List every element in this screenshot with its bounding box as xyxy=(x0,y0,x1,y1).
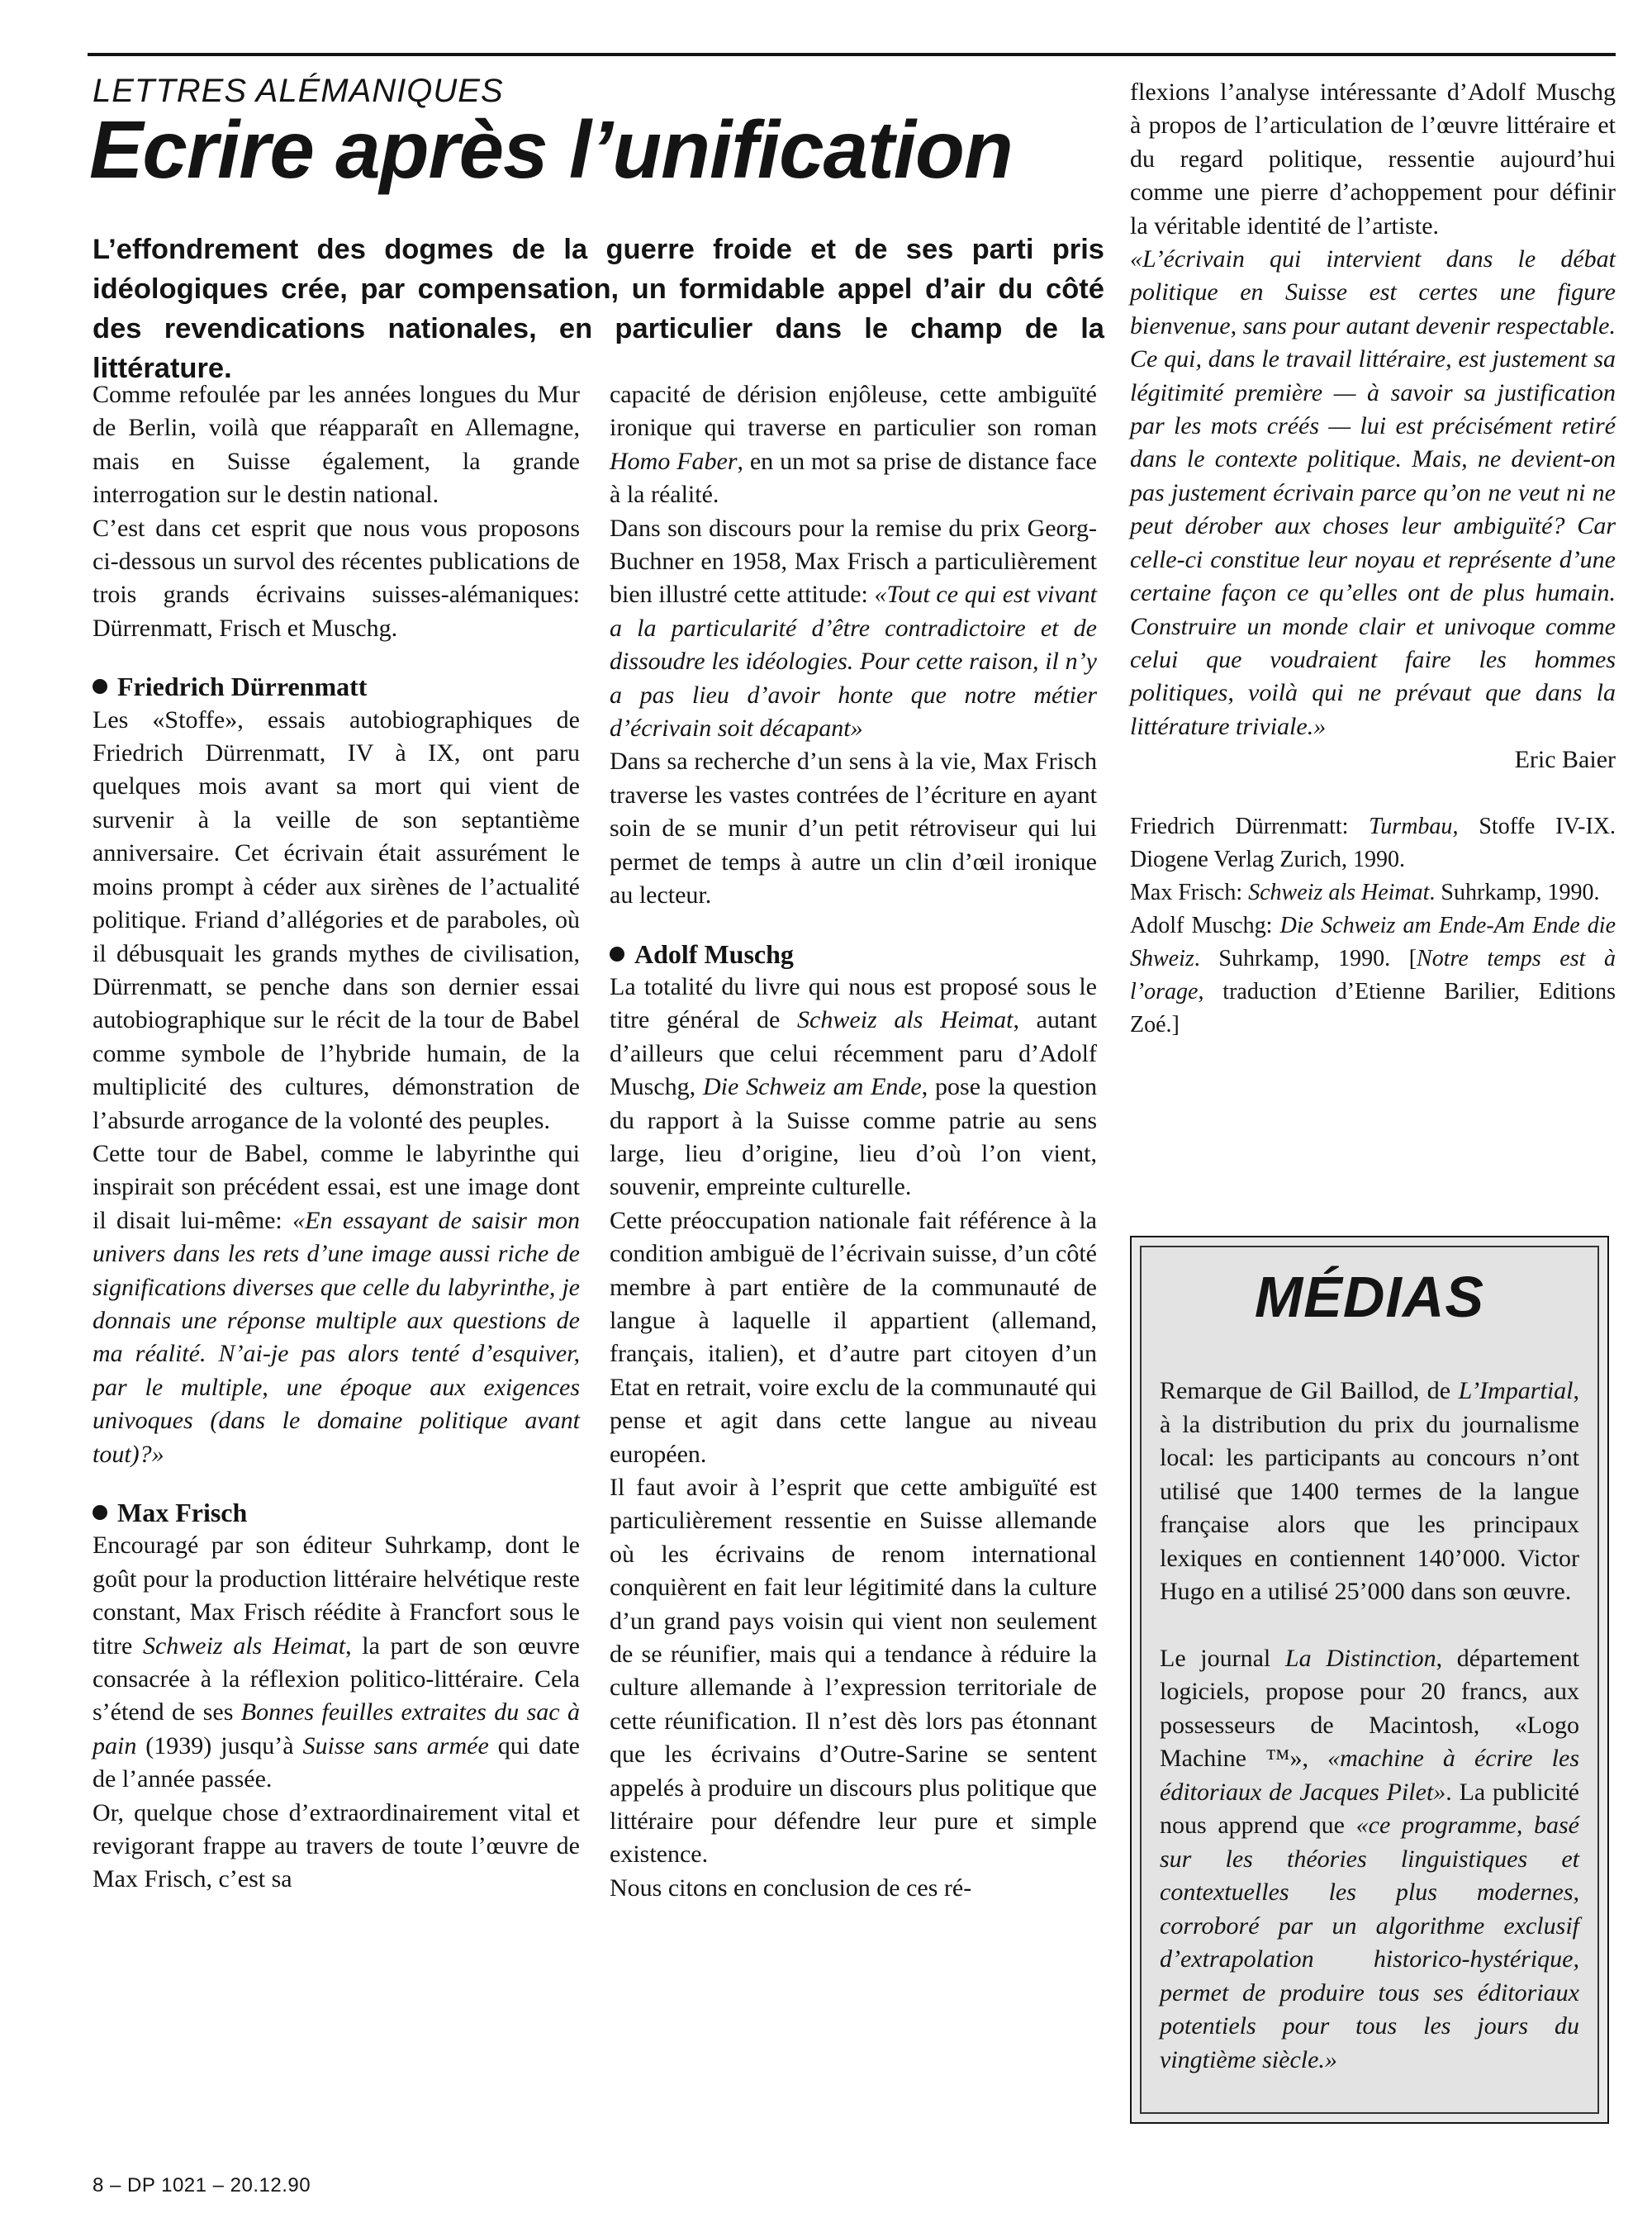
quote: «En essayant de saisir mon univers dans les rets d’une image aussi riche de significations diverses que celle du labyrinthe, je donnais une réponse multiple aux questions de ma réalité. N’ai-je pas alors tenté d’esquiver, par le multiple, une époque aux exigences univoques (dans le domaine politique avant tout)?» xyxy=(93,1206,580,1468)
bullet-icon xyxy=(93,1505,107,1520)
paragraph xyxy=(1160,1375,1579,1609)
article-lead: L’effondrement des dogmes de la guerre froide et de ses parti pris idéologiques crée, par compensation, un formidable appel d’air du côté des revendications nationales, en particulier dans le champ de la littérature. xyxy=(93,234,1104,384)
paragraph xyxy=(610,378,1097,512)
references xyxy=(1130,810,1616,1042)
book-title: Notre temps est à l’orage xyxy=(1130,945,1616,1004)
reference-item xyxy=(1130,909,1616,1042)
subhead-label: Adolf Muschg xyxy=(634,938,794,969)
page-folio: 8 – DP 1021 – 20.12.90 xyxy=(93,2174,311,2196)
quote: «Tout ce qui est vivant a la particularité d’être contradictoire et de dissoudre les idéologies. Pour cette raison, il n’y a pas lieu d’avoir honte que notre métier d’écrivain soit décapant» xyxy=(610,581,1097,743)
quote: «ce programme, basé sur les théories linguistiques et contextuelles les plus modernes, corroboré par un algorithme exclusif d’extrapolation historico-hystérique, permet de produire tous ses éditoriaux potentiels pour tous les jours du vingtième siècle.» xyxy=(1160,1812,1579,2073)
section-kicker: LETTRES ALÉMANIQUES xyxy=(93,73,504,109)
publication-title: L’Impartial xyxy=(1458,1377,1574,1404)
paragraph: Or, quelque chose d’extraordinairement vital et revigorant frappe au travers de toute l’œuvre de Max Frisch, c’est sa xyxy=(93,1798,580,1893)
bullet-icon xyxy=(610,947,624,962)
paragraph: Les «Stoffe», essais autobiographiques de Friedrich Dürrenmatt, IV à IX, ont paru quelques mois avant sa mort qui vient de survenir à la veille de son septantième anniversaire. Cet écrivain était assurément le moins prompt à céder aux sirènes de l’actualité politique. Friand d’allégories et de paraboles, où il débusquait les grands mythes de civilisation, Dürrenmatt, se penche dans son dernier essai autobiographique sur le récit de la tour de Babel comme symbole de l’hybride humain, de la multiplicité des cultures, démonstration de l’absurde arrogance de la volonté des peuples. xyxy=(93,705,580,1134)
paragraph xyxy=(93,1137,580,1471)
text: , département logiciels, propose pour 20 francs, aux possesseurs de Macintosh, «Logo Machine ™», xyxy=(1160,1644,1579,1772)
text: , en un mot sa prise de distance face à la réalité. xyxy=(610,447,1097,509)
paragraph: Il faut avoir à l’esprit que cette ambiguïté est particulièrement ressentie en Suisse allemande où les écrivains de renom international conquièrent en fait leur légitimité dans la culture d’un grand pays voisin qui vient non seulement de se réunifier, mais qui a tendance à réduire la culture allemande à l’expression territoriale de cette réunification. Il n’est dès lors pas étonnant que les écrivains d’Outre-Sarine se sentent appelés à produire un discours plus politique que littéraire pour défendre leur pure et simple existence. xyxy=(610,1474,1097,1869)
top-rule xyxy=(88,53,1616,56)
book-title: Bonnes feuilles extraites du sac à pain xyxy=(93,1698,580,1759)
medias-box xyxy=(1130,1236,1609,2124)
paragraph xyxy=(610,971,1097,1204)
medias-body xyxy=(1160,1375,1579,2077)
paragraph xyxy=(610,512,1097,746)
subhead-muschg xyxy=(610,938,1097,971)
book-title: Suisse sans armée xyxy=(302,1731,489,1759)
text: , à la distribution du prix du journalisme local: les participants au concours n’ont utilisé que 1400 termes de la langue française alors que les principaux lexiques en contiennent 140’000. Victor Hugo en a utilisé 25’000 dans son œuvre. xyxy=(1160,1377,1579,1605)
text: La totalité du livre qui nous est proposé sous le titre général de xyxy=(610,972,1097,1034)
text: . La publicité nous apprend que xyxy=(1160,1778,1579,1839)
paragraph: Comme refoulée par les années longues du Mur de Berlin, voilà que réapparaît en Allemagne, mais en Suisse également, la grande interrogation sur le destin national. xyxy=(93,381,580,509)
publication-title: La Distinction xyxy=(1284,1644,1436,1672)
book-title: Die Schweiz am Ende-Am Ende die Shweiz xyxy=(1130,912,1616,971)
text: , autant d’ailleurs que celui récemment paru d’Adolf Muschg, xyxy=(610,1006,1097,1101)
text: , traduction d’Etienne Barilier, Editions Zoé.] xyxy=(1130,978,1616,1038)
text: , Stoffe IV-IX. Diogene Verlag Zurich, 1990. xyxy=(1130,813,1616,872)
paragraph xyxy=(1160,1642,1579,2078)
book-title: Schweiz als Heimat xyxy=(797,1006,1014,1034)
book-title: Schweiz als Heimat xyxy=(1248,879,1430,905)
medias-box-inner xyxy=(1140,1246,1599,2114)
text: qui date de l’année passée. xyxy=(93,1731,581,1793)
subhead-label: Max Frisch xyxy=(117,1498,248,1527)
book-title: Schweiz als Heimat xyxy=(142,1631,346,1660)
text: Le journal xyxy=(1160,1644,1285,1672)
text: . Suhrkamp, 1990. xyxy=(1429,879,1600,905)
text: , la part de son œuvre consacrée à la réflexion politico-littéraire. Cela s’étend de ses xyxy=(93,1631,580,1726)
paragraph xyxy=(93,1529,580,1796)
bullet-icon xyxy=(93,679,107,694)
text: (1939) jusqu’à xyxy=(136,1731,303,1759)
text: Encouragé par son éditeur Suhrkamp, dont le goût pour la production littéraire helvétique reste constant, Max Frisch réédite à Francfort sous le titre xyxy=(93,1532,580,1660)
book-title: Turmbau xyxy=(1369,813,1453,839)
book-title: Homo Faber xyxy=(610,447,738,475)
paragraph: Dans sa recherche d’un sens à la vie, Max Frisch traverse les vastes contrées de l’écriture en ayant soin de se munir d’un petit rétroviseur qui lui permet de temps à autre un clin d’œil ironique au lecteur. xyxy=(610,748,1097,909)
quote: «machine à écrire les éditoriaux de Jacques Pilet» xyxy=(1160,1745,1579,1806)
subhead-frisch xyxy=(93,1496,580,1529)
paragraph: Cette préoccupation nationale fait référence à la condition ambiguë de l’écrivain suisse, d’un côté membre à part entière de la communauté de langue à laquelle il appartient (allemand, français, italien), et d’autre part citoyen d’un Etat en retrait, voire exclu de la communauté qui pense et agit dans cette langue au niveau européen. xyxy=(610,1206,1097,1468)
text: Adolf Muschg: xyxy=(1130,912,1280,938)
text: Cette tour de Babel, comme le labyrinthe qui inspirait son précédent essai, est une image dont il disait lui-même: xyxy=(93,1139,580,1234)
text: capacité de dérision enjôleuse, cette ambiguïté ironique qui traverse en particulier son roman xyxy=(610,381,1097,442)
text: Max Frisch: xyxy=(1130,879,1249,905)
text: , pose la question du rapport à la Suisse comme patrie au sens large, lieu d’origine, lieu d’où l’on vient, souvenir, empreinte culturelle. xyxy=(610,1073,1097,1201)
paragraph: C’est dans cet esprit que nous vous proposons ci-dessous un survol des récentes publications de trois grands écrivains suisses-alémaniques: Dürrenmatt, Frisch et Muschg. xyxy=(93,514,580,642)
medias-title: MÉDIAS xyxy=(1254,1265,1485,1329)
subhead-label: Friedrich Dürrenmatt xyxy=(117,672,368,702)
author-signature: Eric Baier xyxy=(1514,746,1616,774)
subhead-durrenmatt xyxy=(93,670,580,703)
text: Friedrich Dürrenmatt: xyxy=(1130,813,1370,839)
reference-item xyxy=(1130,810,1616,876)
quote: «L’écrivain qui intervient dans le débat politique en Suisse est certes une figure bienvenue, sans pour autant devenir respectable. Ce qui, dans le travail littéraire, est justement sa légitimité première — à savoir sa justification par les mots créés — lui est précisément retiré dans le contexte politique. Mais, ne devient-on pas justement écrivain parce qu’on ne veut ni ne peut dérober aux choses leur ambiguïté? Car celle-ci constitue leur noyau et représente d’une certaine façon ce qu’elles ont de plus humain. Construire un monde clair et univoque comme celui que voudraient faire les hommes politiques, voilà qui ne prévaut que dans la littérature triviale.» xyxy=(1130,245,1616,740)
reference-item xyxy=(1130,876,1616,909)
book-title: Die Schweiz am Ende xyxy=(702,1073,922,1101)
column-2 xyxy=(610,378,1097,1905)
paragraph: flexions l’analyse intéressante d’Adolf Muschg à propos de l’articulation de l’œuvre littéraire et du regard politique, ressentie aujourd’hui comme une pierre d’achoppement pour définir la véritable identité de l’artiste. xyxy=(1130,78,1616,240)
text: . Suhrkamp, 1990. [ xyxy=(1194,945,1417,971)
text: Dans son discours pour la remise du prix Georg-Buchner en 1958, Max Frisch a particulièrement bien illustré cette attitude: xyxy=(610,514,1097,609)
paragraph: Nous citons en conclusion de ces ré- xyxy=(610,1873,972,1902)
column-1 xyxy=(93,378,580,1897)
text: Remarque de Gil Baillod, de xyxy=(1160,1377,1459,1404)
article-headline: Ecrire après l’unification xyxy=(89,104,1013,195)
column-3 xyxy=(1130,76,1616,1042)
